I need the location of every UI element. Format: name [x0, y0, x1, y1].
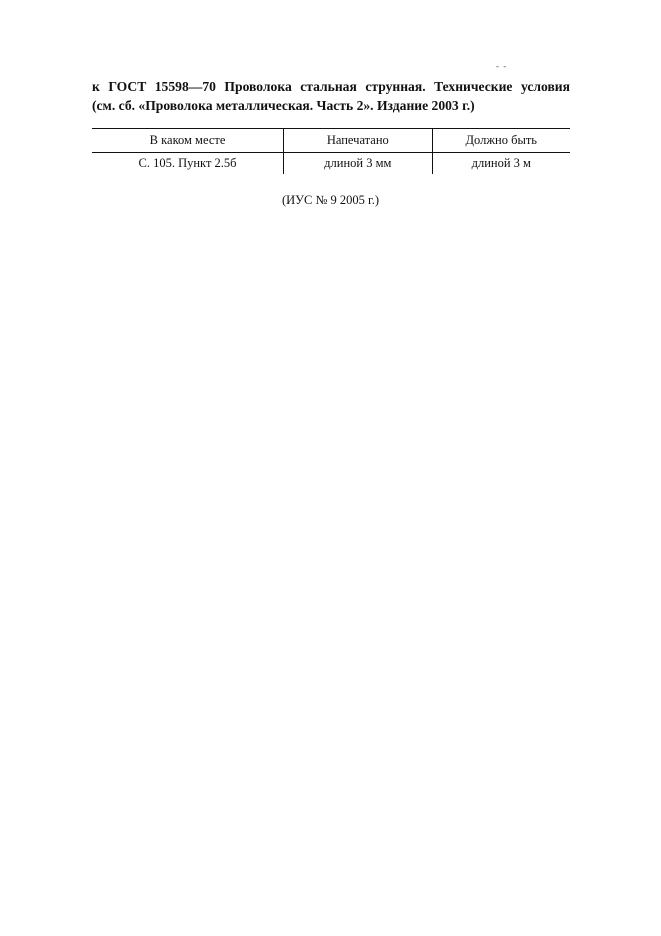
- column-header-location: В каком месте: [92, 129, 284, 153]
- ius-reference: (ИУС № 9 2005 г.): [281, 193, 380, 207]
- cell-printed: длиной 3 мм: [284, 153, 432, 175]
- errata-table: [92, 128, 570, 174]
- heading-line-1: к ГОСТ 15598—70 Проволока стальная струнная. Технические условия: [92, 79, 570, 94]
- cell-should-be: длиной 3 м: [432, 153, 570, 175]
- column-header-printed: Напечатано: [284, 129, 432, 153]
- cell-location: С. 105. Пункт 2.5б: [138, 156, 237, 170]
- table-row: [92, 153, 570, 175]
- column-header-should-be: Должно быть: [432, 129, 570, 153]
- document-heading: [92, 77, 570, 115]
- corner-mark: - -: [496, 61, 508, 71]
- table-header-row: [92, 129, 570, 153]
- heading-line-2: (см. сб. «Проволока металлическая. Часть 2». Издание 2003 г.): [92, 98, 475, 113]
